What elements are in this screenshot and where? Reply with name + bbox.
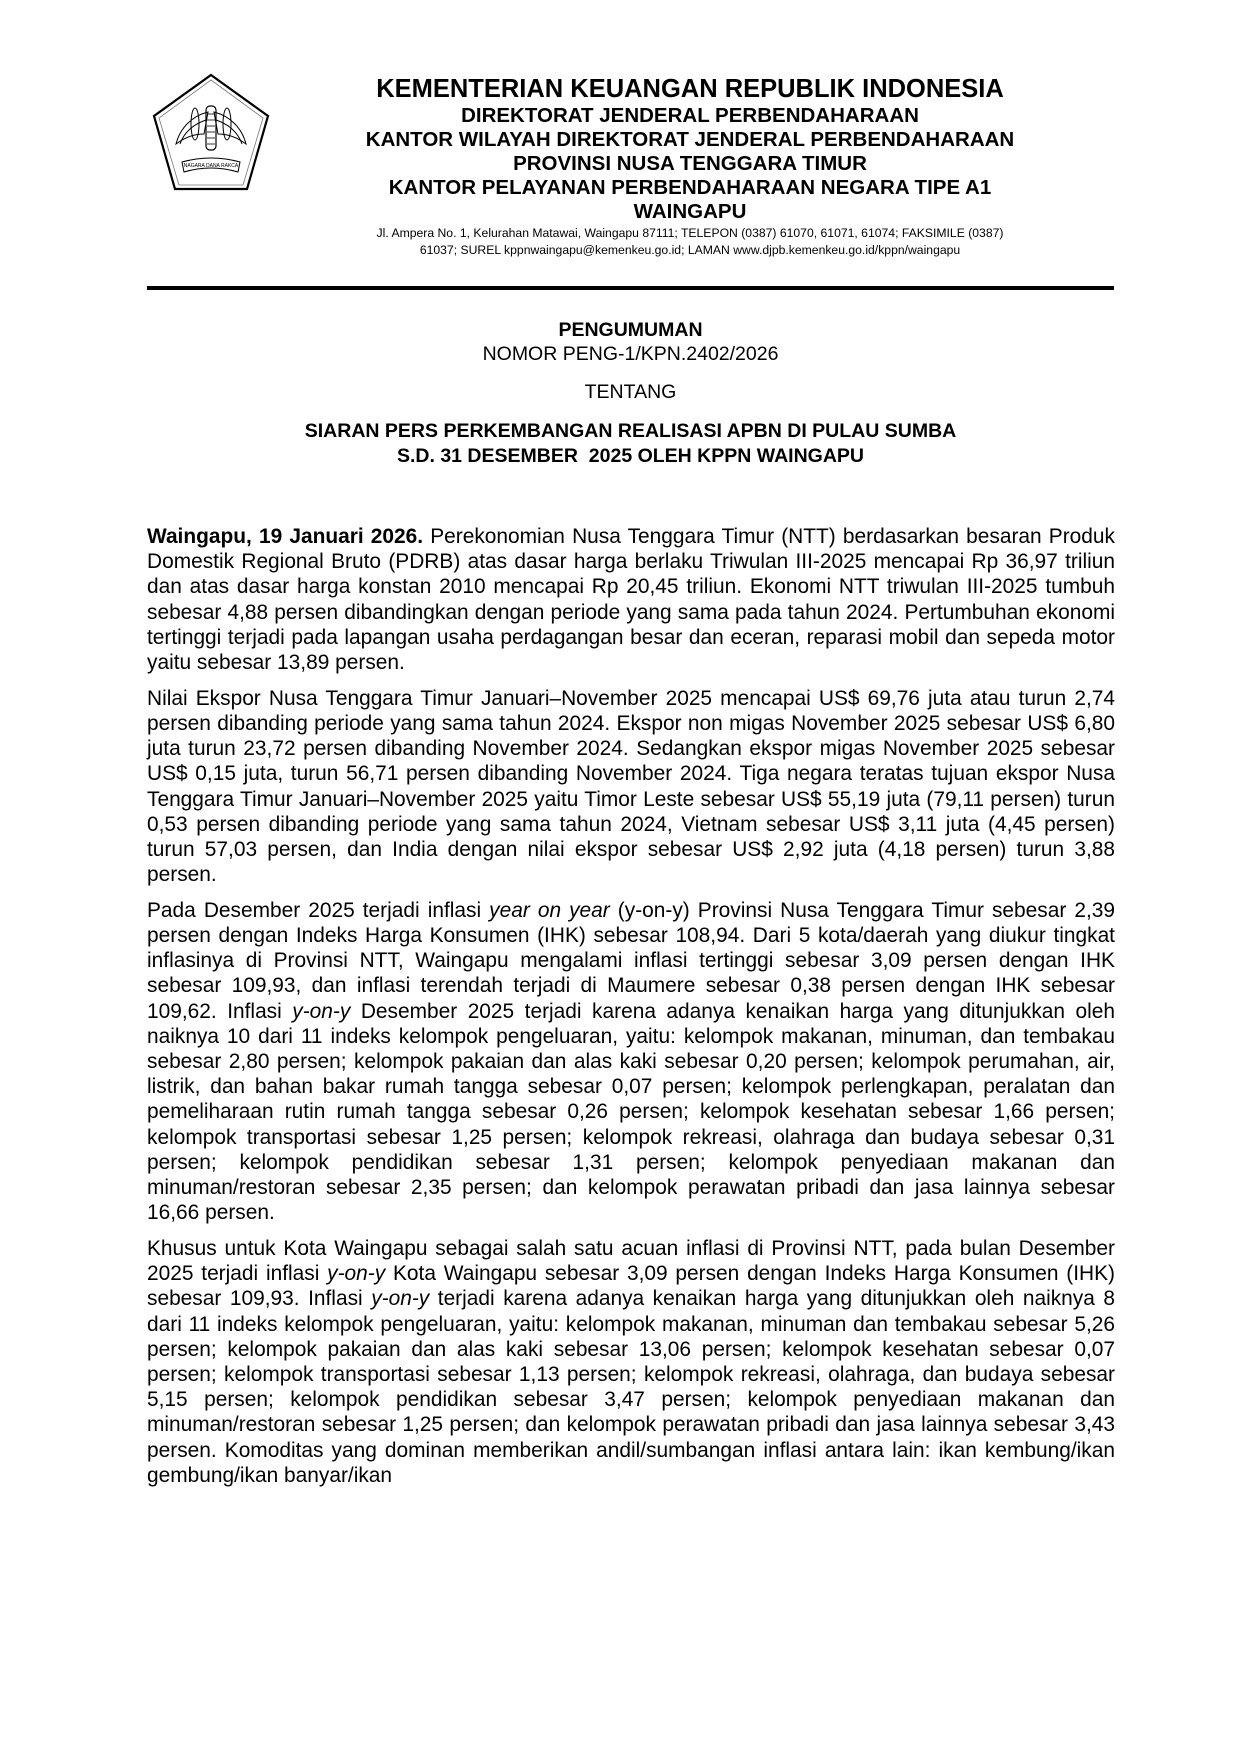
letterhead-divider xyxy=(147,286,1114,290)
subject-line-1: SIARAN PERS PERKEMBANGAN REALISASI APBN DI PULAU SUMBA xyxy=(304,420,957,442)
address-line-1: Jl. Ampera No. 1, Kelurahan Matawai, Waingapu 87111; TELEPON (0387) 61070, 61071, 61074; FAKSIMILE (0387) xyxy=(376,226,1004,240)
text-run: (y-on-y) Provinsi Nusa Tenggara Timur sebesar 2,39 persen dengan Indeks Harga Konsumen (IHK) sebesar 108,94. Dari 5 kota/daerah yang diukur tingkat inflasinya di Provinsi NTT, Waingapu mengalami inflasi tertinggi sebesar 3,09 persen dengan IHK sebesar 109,93, dan inflasi terendah terjadi di Maumere sebesar 0,38 persen dengan IHK sebesar 109,62. Inflasi xyxy=(147,898,1115,1023)
paragraph-inflation-waingapu xyxy=(147,1236,1115,1488)
paragraph-inflation-province xyxy=(147,898,1115,1226)
city-name: WAINGAPU xyxy=(633,200,747,223)
announcement-about: TENTANG xyxy=(584,381,677,403)
announcement-title-block xyxy=(147,318,1114,469)
italic-term: y-on-y xyxy=(371,1287,430,1311)
italic-term: year on year xyxy=(489,898,610,922)
italic-term: y-on-y xyxy=(292,999,351,1023)
text-run: Pada Desember 2025 terjadi inflasi xyxy=(147,898,490,922)
directorate-name: DIREKTORAT JENDERAL PERBENDAHARAAN xyxy=(461,104,919,127)
office-name: KANTOR PELAYANAN PERBENDAHARAAN NEGARA TIPE A1 xyxy=(388,176,992,199)
province-name: PROVINSI NUSA TENGGARA TIMUR xyxy=(513,152,867,175)
text-run: Khusus untuk Kota Waingapu sebagai salah satu acuan inflasi di Provinsi NTT, pada bulan Desember 2025 terjadi inflasi xyxy=(147,1236,1115,1286)
document-body xyxy=(147,524,1115,1499)
ministry-name: KEMENTERIAN KEUANGAN REPUBLIK INDONESIA xyxy=(376,75,1004,103)
paragraph-text: Perekonomian Nusa Tenggara Timur (NTT) berdasarkan besaran Produk Domestik Regional Bruto (PDRB) atas dasar harga berlaku Triwulan III-2025 mencapai Rp 36,97 triliun dan atas dasar harga konstan 2010 mencapai Rp 20,45 triliun. Ekonomi NTT triwulan III-2025 tumbuh sebesar 4,88 persen dibandingkan dengan periode yang sama pada tahun 2024. Pertumbuhan ekonomi tertinggi terjadi pada lapangan usaha perdagangan besar dan eceran, reparasi mobil dan sepeda motor yaitu sebesar 13,89 persen. xyxy=(147,525,1115,675)
paragraph-economy xyxy=(147,524,1115,675)
italic-term: y-on-y xyxy=(327,1262,386,1286)
kemenkeu-emblem-icon xyxy=(150,72,272,194)
regional-office-name: KANTOR WILAYAH DIREKTORAT JENDERAL PERBENDAHARAAN xyxy=(365,128,1015,151)
subject-line-2: S.D. 31 DESEMBER 2025 OLEH KPPN WAINGAPU xyxy=(396,445,865,467)
paragraph-export: Nilai Ekspor Nusa Tenggara Timur Januari–November 2025 mencapai US$ 69,76 juta atau turun 2,74 persen dibanding periode yang sama tahun 2024. Ekspor non migas November 2025 sebesar US$ 6,80 juta turun 23,72 persen dibanding November 2024. Sedangkan ekspor migas November 2025 sebesar US$ 0,15 juta, turun 56,71 persen dibanding November 2024. Tiga negara teratas tujuan ekspor Nusa Tenggara Timur Januari–November 2025 yaitu Timor Leste sebesar US$ 55,19 juta (79,11 persen) turun 0,53 persen dibanding periode yang sama tahun 2024, Vietnam sebesar US$ 3,11 juta (4,45 persen) turun 57,03 persen, dan India dengan nilai ekspor sebesar US$ 2,92 juta (4,18 persen) turun 3,88 persen. xyxy=(147,686,1115,887)
logo-motto: NAGARA DANA RAKCA xyxy=(183,163,239,169)
announcement-subject xyxy=(147,419,1114,469)
text-run: terjadi karena adanya kenaikan harga yang ditunjukkan oleh naiknya 8 dari 11 indeks kelompok pengeluaran, yaitu: kelompok makanan, minuman dan tembakau sebesar 5,26 persen; kelompok pakaian dan alas kaki sebesar 13,06 persen; kelompok kesehatan sebesar 0,07 persen; kelompok transportasi sebesar 1,13 persen; kelompok rekreasi, olahraga, dan budaya sebesar 5,15 persen; kelompok pendidikan sebesar 3,47 persen; kelompok penyediaan makanan dan minuman/restoran sebesar 1,25 persen; dan kelompok perawatan pribadi dan jasa lainnya sebesar 3,43 persen. Komoditas yang dominan memberikan andil/sumbangan inflasi antara lain: ikan kembung/ikan gembung/ikan banyar/ikan xyxy=(147,1287,1115,1487)
announcement-heading: PENGUMUMAN xyxy=(558,319,703,341)
dateline: Waingapu, 19 Januari 2026. xyxy=(147,525,424,548)
text-run: Kota Waingapu sebesar 3,09 persen dengan Indeks Harga Konsumen (IHK) sebesar 109,93. Inflasi xyxy=(147,1262,1115,1311)
announcement-number: NOMOR PENG-1/KPN.2402/2026 xyxy=(482,343,779,365)
letterhead xyxy=(290,74,1090,258)
address-line-2: 61037; SUREL kppnwaingapu@kemenkeu.go.id; LAMAN www.djpb.kemenkeu.go.id/kppn/waingapu xyxy=(419,243,961,257)
text-run: Desember 2025 terjadi karena adanya kenaikan harga yang ditunjukkan oleh naiknya 10 dari 11 indeks kelompok pengeluaran, yaitu: kelompok makanan, minuman, dan tembakau sebesar 2,80 persen; kelompok pakaian dan alas kaki sebesar 0,20 persen; kelompok perumahan, air, listrik, dan bahan bakar rumah tangga sebesar 0,07 persen; kelompok perlengkapan, peralatan dan pemeliharaan rutin rumah tangga sebesar 0,26 persen; kelompok kesehatan sebesar 1,66 persen; kelompok transportasi sebesar 1,25 persen; kelompok rekreasi, olahraga dan budaya sebesar 0,31 persen; kelompok pendidikan sebesar 1,31 persen; kelompok penyediaan makanan dan minuman/restoran sebesar 2,35 persen; dan kelompok perawatan pribadi dan jasa lainnya sebesar 16,66 persen. xyxy=(147,999,1115,1225)
